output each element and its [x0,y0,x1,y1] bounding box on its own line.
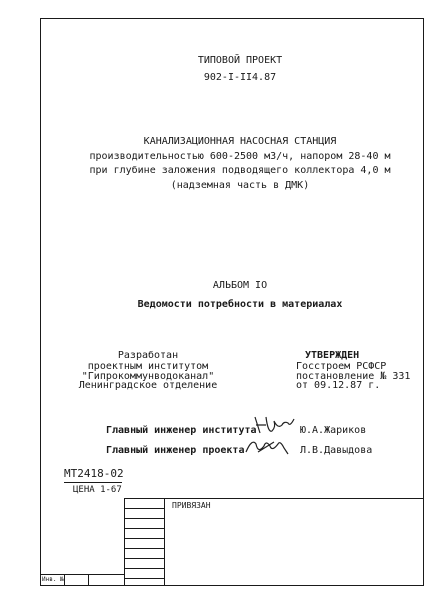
table-row-line [124,568,164,569]
inventory-top-line [40,574,124,575]
album-number: АЛЬБОМ IO [212,280,268,291]
approval-decree: постановление № 331 [296,371,411,382]
table-row-line [124,528,164,529]
approval-date: от 09.12.87 г. [296,380,381,391]
table-row-line [124,508,164,509]
table-left-line [124,498,125,586]
developer-label: Разработан [117,350,179,361]
inventory-divider [88,574,89,586]
header-project-type: ТИПОВОЙ ПРОЕКТ [197,55,283,66]
chief-engineer-name: Ю.А.Жариков [300,425,367,436]
table-top-line [124,498,424,499]
stamp-price: ЦЕНА 1-67 [73,485,122,495]
title-capacity: производительностью 600-2500 м3/ч, напором 28-40 м [89,151,391,162]
table-row-line [124,558,164,559]
table-row-line [124,578,164,579]
title-station: КАНАЛИЗАЦИОННАЯ НАСОСНАЯ СТАНЦИЯ [143,136,337,147]
table-row-line [124,518,164,519]
stamp-underline [64,482,122,483]
project-engineer-role: Главный инженер проекта [106,445,245,456]
title-subnote: (надземная часть в ДМК) [170,180,310,191]
inventory-label: Инв. № [42,576,64,583]
attached-label: ПРИВЯЗАН [172,501,211,510]
table-row-line [124,538,164,539]
table-col-divider [164,498,165,586]
developer-line2: проектным институтом [87,361,209,372]
project-engineer-name: Л.В.Давыдова [300,445,373,456]
album-subtitle: Ведомости потребности в материалах [137,299,343,310]
chief-engineer-role: Главный инженер института [106,425,257,436]
project-engineer-signature [244,434,290,460]
stamp-code: МТ2418-02 [64,467,124,480]
approval-authority: Госстроем РСФСР [296,361,387,372]
approval-label: УТВЕРЖДЕН [305,350,360,361]
title-depth: при глубине заложения подводящего коллектора 4,0 м [89,165,391,176]
table-row-line [124,548,164,549]
inventory-divider [64,574,65,586]
developer-branch: Ленинградское отделение [78,380,218,391]
developer-institute: "Гипрокоммунводоканал" [81,371,215,382]
header-project-number: 902-I-II4.87 [203,72,277,83]
